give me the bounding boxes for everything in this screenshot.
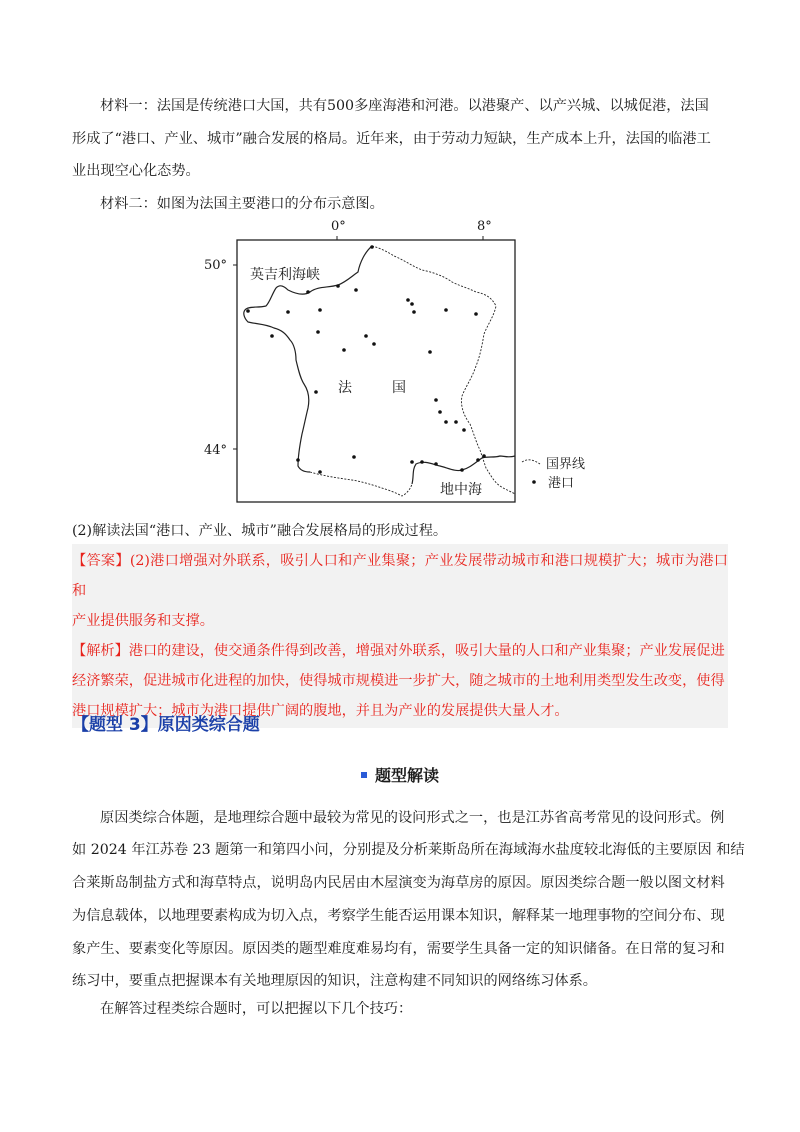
port: [434, 398, 438, 402]
material2-line: 材料二：如图为法国主要港口的分布示意图。: [100, 196, 384, 212]
material1-line1: 材料一：法国是传统港口大国，共有500多座海港和河港。以港聚产、以产兴城、以城促港，法国: [100, 98, 709, 114]
strait-label: 英吉利海峡: [250, 267, 320, 283]
tips-intro: 在解答过程类综合题时，可以把握以下几个技巧：: [100, 1001, 413, 1017]
lon-label-8: 8°: [477, 219, 492, 234]
answer-text1: (2)港口增强对外联系，吸引人口和产业集聚；产业发展带动城市和港口规模扩大；城市为港口和: [72, 553, 728, 599]
lat-label-44: 44°: [204, 443, 228, 458]
port: [270, 334, 274, 338]
port: [370, 245, 374, 249]
pyrenees-border: [310, 472, 412, 496]
port: [444, 420, 448, 424]
country-label-1: 法: [338, 380, 352, 396]
port: [434, 462, 438, 466]
question: (2)解读法国“港口、产业、城市”融合发展格局的形成过程。: [72, 523, 448, 539]
material1-line3: 业出现空心化态势。: [72, 163, 200, 179]
port: [318, 470, 322, 474]
port: [410, 302, 414, 306]
analysis-line2: 经济繁荣，促进城市化进程的加快，使得城市规模进一步扩大，随之城市的土地利用类型发生改变，使得: [72, 673, 725, 689]
port: [364, 334, 368, 338]
port: [306, 290, 310, 294]
legend-port-dot: [532, 480, 536, 484]
port: [474, 312, 478, 316]
answer-line1: [72, 546, 728, 606]
section-heading: 【题型 3】原因类综合题: [72, 715, 260, 735]
answer-tag: 【答案】: [72, 553, 130, 569]
port: [406, 298, 410, 302]
intro-line4: 为信息载体，以地理要素构成为切入点，考察学生能否运用课本知识，解释某一地理事物的空间分布、现: [72, 908, 725, 924]
port: [454, 420, 458, 424]
port: [412, 310, 416, 314]
france-port-map: [200, 212, 620, 508]
intro-line1: 原因类综合体题，是地理综合题中最较为常见的设问形式之一，也是江苏省高考常见的设问形式。例: [100, 810, 725, 826]
port: [460, 468, 464, 472]
port: [246, 309, 250, 313]
intro-line5: 象产生、要素变化等原因。原因类的题型难度难易均有，需要学生具备一定的知识储备。在日常的复习和: [72, 941, 725, 957]
port: [314, 390, 318, 394]
intro-line3: 合莱斯岛制盐方式和海草特点，说明岛内民居由木屋演变为海草房的原因。原因类综合题一般以图文材料: [72, 875, 725, 891]
port: [372, 342, 376, 346]
port: [336, 284, 340, 288]
subsection-heading: [0, 763, 800, 786]
legend-port-label: 港口: [548, 476, 575, 491]
analysis-tag: 【解析】: [72, 643, 129, 659]
port: [316, 330, 320, 334]
port: [482, 454, 486, 458]
port: [420, 460, 424, 464]
port: [428, 350, 432, 354]
analysis-text1: 港口的建设，使交通条件得到改善，增强对外联系，吸引大量的人口和产业集聚；产业发展促进: [128, 643, 725, 659]
intro-line6: 练习中，要重点把握课本有关地理原因的知识，注意构建不同知识的网络练习体系。: [72, 973, 597, 989]
port: [444, 308, 448, 312]
port: [352, 455, 356, 459]
legend-border-line: [522, 460, 540, 464]
port: [438, 410, 442, 414]
port: [342, 348, 346, 352]
port: [462, 428, 466, 432]
port: [354, 288, 358, 292]
answer-line2: 产业提供服务和支撑。: [72, 613, 214, 629]
analysis-line3: 港口规模扩大；城市为港口提供广阔的腹地，并且为产业的发展提供大量人才。: [72, 703, 569, 719]
map-svg: [200, 212, 620, 508]
country-label-2: 国: [392, 380, 406, 396]
sea-label: 地中海: [440, 482, 482, 498]
material1-line2: 形成了“港口、产业、城市”融合发展的格局。近年来，由于劳动力短缺，生产成本上升，法国的临港工: [72, 131, 711, 147]
square-bullet-icon: [361, 772, 367, 778]
legend-border-label: 国界线: [546, 457, 586, 472]
port: [296, 458, 300, 462]
intro-line2: 如 2024 年江苏卷 23 题第一和第四小问，分别提及分析莱斯岛所在海域海水盐度较北海低的主要原因 和结: [72, 842, 745, 858]
subsection-text: 题型解读: [374, 766, 439, 785]
analysis-line1: [72, 636, 728, 666]
lon-label-0: 0°: [331, 219, 346, 234]
port: [410, 460, 414, 464]
lat-label-50: 50°: [204, 258, 228, 273]
port: [318, 308, 322, 312]
answer-block: [72, 544, 728, 728]
port: [286, 310, 290, 314]
port: [476, 458, 480, 462]
